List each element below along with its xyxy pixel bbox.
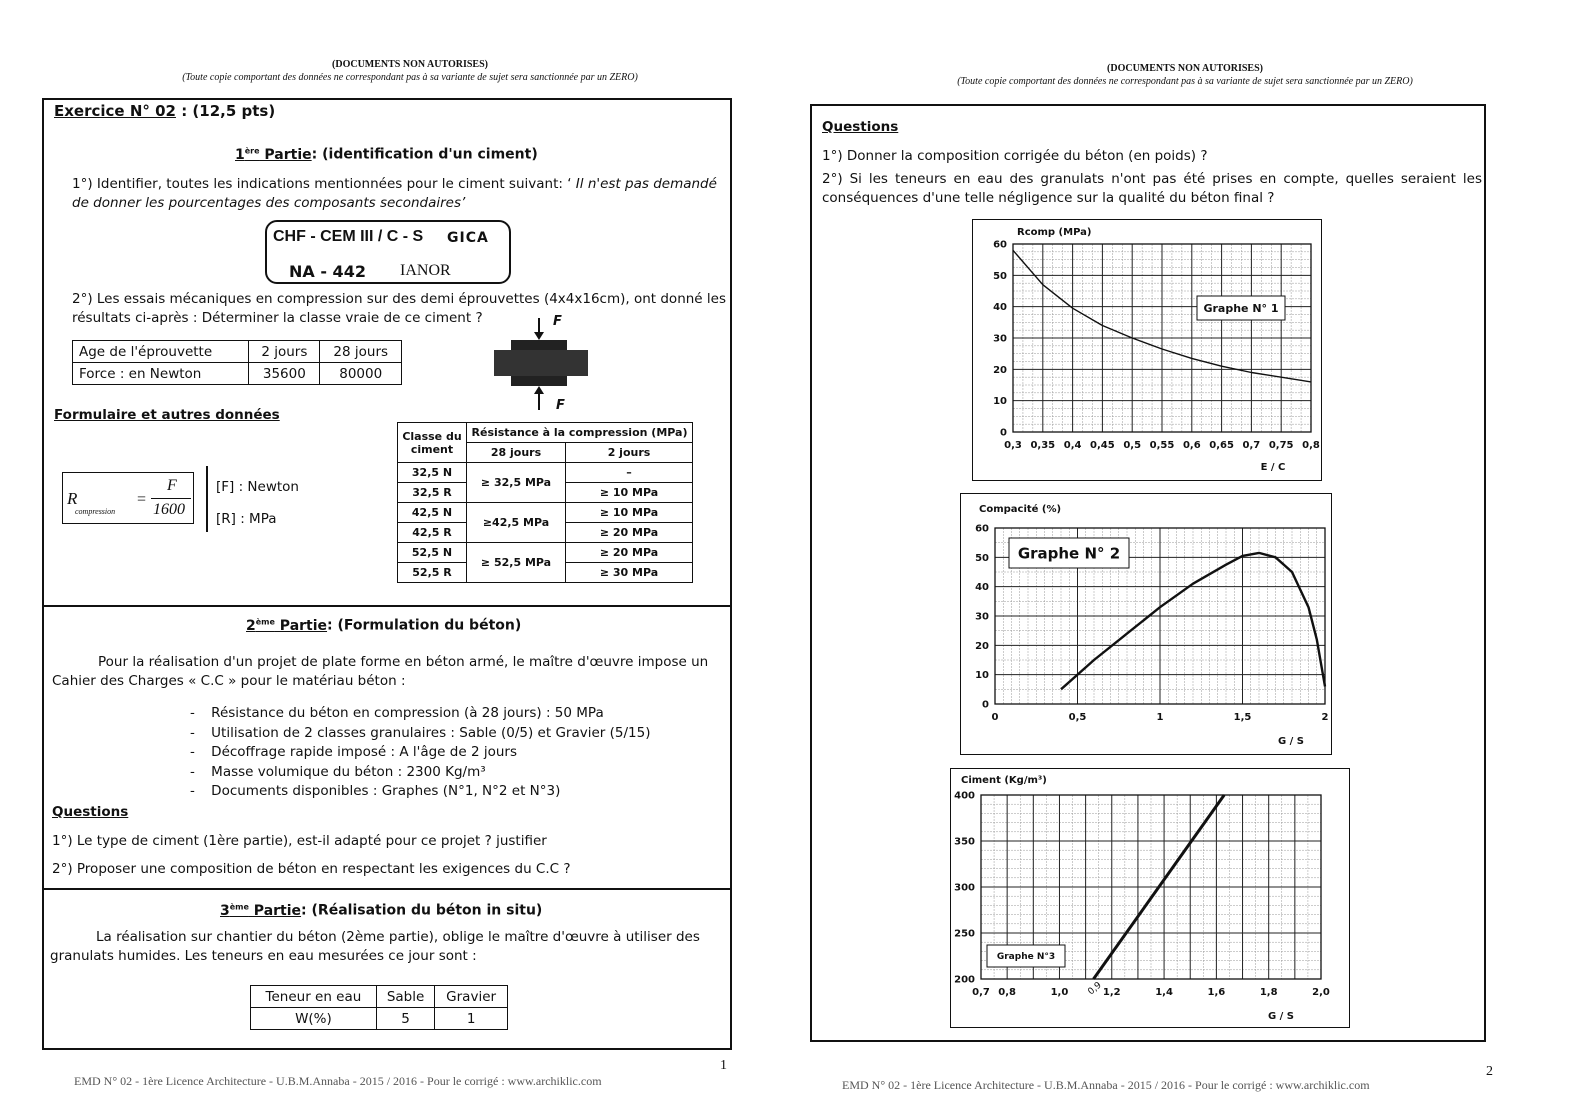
- force-arrowhead-bottom: [534, 386, 544, 394]
- r2-cell: ≥ 10 MPa: [566, 483, 693, 503]
- cc-requirement: - Masse volumique du béton : 2300 Kg/m³: [190, 763, 720, 783]
- page2-q1: 1°) Donner la composition corrigée du béton (en poids) ?: [822, 148, 1208, 164]
- page-1: [10, 0, 790, 1117]
- x-tick-label: 0,55: [1149, 440, 1175, 451]
- exercise-title-line: [54, 102, 275, 121]
- y-axis-label: Rcomp (MPa): [1017, 227, 1092, 238]
- r28-cell: ≥42,5 MPa: [467, 503, 566, 543]
- class-row: 52,5 N: [398, 543, 467, 563]
- water-content-table: [250, 985, 508, 1030]
- y-tick-label: 60: [975, 523, 989, 535]
- test-col1: 2 jours: [249, 341, 320, 363]
- part2-intro: Pour la réalisation d'un projet de plate forme en béton armé, le maître d'œuvre impose un Cahier des Charges « C.C » pour le matériau béton :: [52, 654, 709, 689]
- y-tick-label: 400: [954, 790, 975, 802]
- x-axis-label: E / C: [1260, 462, 1286, 473]
- x-tick-label: 2: [1321, 712, 1329, 723]
- cc-requirement: - Utilisation de 2 classes granulaires : Sable (0/5) et Gravier (5/15): [190, 724, 720, 744]
- graph-title: Graphe N° 2: [1017, 544, 1121, 563]
- part2-questions-title: Questions: [52, 804, 129, 820]
- formula-box: [62, 472, 194, 524]
- x-tick-label: 1: [1156, 712, 1164, 723]
- separator-part3: [42, 888, 732, 890]
- x-tick-label: 0: [991, 712, 999, 723]
- graph-2-svg: [961, 494, 1330, 753]
- header-line1: (DOCUMENTS NON AUTORISES): [332, 59, 488, 70]
- r28-cell: ≥ 32,5 MPa: [467, 463, 566, 503]
- exercise-points: : (12,5 pts): [175, 102, 276, 120]
- graph-3-svg: [951, 769, 1348, 1026]
- class-row: 42,5 R: [398, 523, 467, 543]
- specimen-bottom-plate: [511, 376, 567, 386]
- part2-q1: 1°) Le type de ciment (1ère partie), est-il adapté pour ce projet ? justifier: [52, 833, 547, 849]
- x-tick-label: 0,7: [1242, 440, 1261, 451]
- y-tick-label: 10: [993, 396, 1007, 408]
- specimen-diagram: [490, 312, 600, 417]
- test-val1: 35600: [249, 363, 320, 385]
- y-axis-label: Ciment (Kg/m³): [961, 775, 1047, 786]
- test-age-label: Age de l'éprouvette: [73, 341, 249, 363]
- header-line2: (Toute copie comportant des données ne correspondant pas à sa variante de sujet sera sanctionnée par un ZERO): [182, 72, 638, 83]
- x-tick-label: 1,2: [1102, 987, 1121, 998]
- separator-part2: [42, 605, 732, 607]
- class-header: Classe du ciment: [398, 423, 467, 463]
- handwritten-annotation: 0,9: [1086, 980, 1104, 998]
- water-row-label: W(%): [251, 1008, 377, 1030]
- x-tick-label: 0,8: [1302, 440, 1320, 451]
- water-header-label: Teneur en eau: [251, 986, 377, 1008]
- header-2-days: 2 jours: [566, 443, 693, 463]
- footer-2: EMD N° 02 - 1ère Licence Architecture - U.B.M.Annaba - 2015 / 2016 - Pour le corrigé : www.archiklic.com: [842, 1078, 1370, 1092]
- specimen-top-plate: [511, 340, 567, 350]
- y-tick-label: 50: [993, 270, 1007, 282]
- formula-unit-r: [R] : MPa: [216, 511, 277, 527]
- r2-cell: ≥ 10 MPa: [566, 503, 693, 523]
- force-arrowhead-top: [534, 332, 544, 340]
- specimen-body: [494, 350, 588, 376]
- part3-title: 3ème Partie: (Réalisation du béton in situ): [220, 902, 543, 919]
- class-row: 42,5 N: [398, 503, 467, 523]
- x-tick-label: 0,8: [998, 987, 1017, 998]
- class-row: 32,5 R: [398, 483, 467, 503]
- page-number-1: 1: [720, 1058, 727, 1073]
- x-tick-label: 0,5: [1123, 440, 1142, 451]
- cc-requirements-list: [190, 704, 720, 802]
- page-number-2: 2: [1486, 1064, 1493, 1079]
- part2-q2: 2°) Proposer une composition de béton en respectant les exigences du C.C ?: [52, 861, 571, 877]
- water-header-sable: Sable: [376, 986, 434, 1008]
- graph-1-svg: [973, 220, 1320, 479]
- x-tick-label: 0,35: [1030, 440, 1056, 451]
- x-tick-label: 1,6: [1207, 987, 1226, 998]
- y-tick-label: 50: [975, 552, 989, 564]
- r2-cell: –: [566, 463, 693, 483]
- cement-norm-logo: IANOR: [400, 262, 451, 279]
- y-tick-label: 350: [954, 836, 975, 848]
- y-tick-label: 30: [993, 333, 1007, 345]
- cement-designation-box: [265, 220, 511, 284]
- graph-3-frame: [950, 768, 1350, 1028]
- test-results-table: [72, 340, 402, 385]
- formula-divider: [206, 466, 208, 532]
- x-tick-label: 0,75: [1268, 440, 1294, 451]
- test-col2: 28 jours: [320, 341, 402, 363]
- x-tick-label: 1,4: [1155, 987, 1173, 998]
- r28-cell: ≥ 52,5 MPa: [467, 543, 566, 583]
- page2-q2: 2°) Si les teneurs en eau des granulats n'ont pas été prises en compte, quelles seraient les conséquences d'une telle négligence sur la qualité du béton final ?: [822, 171, 1482, 206]
- x-tick-label: 0,4: [1063, 440, 1082, 451]
- cc-requirement: - Décoffrage rapide imposé : A l'âge de 2 jours: [190, 743, 720, 763]
- part1-q2: 2°) Les essais mécaniques en compression sur des demi éprouvettes (4x4x16cm), ont donné les résultats ci-après : Déterminer la classe vraie de ce ciment ?: [72, 291, 726, 326]
- x-tick-label: 1,0: [1050, 987, 1069, 998]
- y-tick-label: 0: [982, 699, 989, 711]
- force-label-top: F: [553, 314, 562, 329]
- y-tick-label: 20: [975, 640, 989, 652]
- y-tick-label: 200: [954, 974, 975, 986]
- cement-norm-number: NA - 442: [289, 262, 366, 281]
- water-sable-value: 5: [376, 1008, 434, 1030]
- formula-lhs: R: [67, 489, 78, 508]
- part3-intro: La réalisation sur chantier du béton (2ème partie), oblige le maître d'œuvre à utiliser des granulats humides. Les teneurs en eau mesurées ce jour sont :: [50, 929, 700, 964]
- graph-1-frame: [972, 219, 1322, 481]
- cement-type: CHF - CEM III / C - S: [273, 228, 424, 245]
- cc-requirement: - Documents disponibles : Graphes (N°1, N°2 et N°3): [190, 782, 720, 802]
- part1-q1: 1°) Identifier, toutes les indications mentionnées pour le ciment suivant: ‘ Il n'est pas demandé de donner les pourcentages des composants secondaires’: [72, 176, 717, 211]
- x-tick-label: 0,65: [1209, 440, 1234, 451]
- y-tick-label: 0: [1000, 427, 1007, 439]
- formula-fraction-bar: [151, 498, 191, 499]
- y-tick-label: 40: [993, 302, 1007, 314]
- page2-questions-title: Questions: [822, 119, 899, 135]
- header-28-days: 28 jours: [467, 443, 566, 463]
- y-tick-label: 20: [993, 364, 1007, 376]
- cc-requirement: - Résistance du béton en compression (à 28 jours) : 50 MPa: [190, 704, 720, 724]
- r2-cell: ≥ 30 MPa: [566, 563, 693, 583]
- part1-title: 1ère Partie: (identification d'un ciment): [235, 146, 538, 163]
- graph-title: Graphe N°3: [996, 952, 1056, 963]
- force-label-bottom: F: [556, 398, 565, 413]
- y-tick-label: 60: [993, 239, 1007, 251]
- x-tick-label: 0,3: [1004, 440, 1022, 451]
- x-tick-label: 1,8: [1259, 987, 1278, 998]
- y-tick-label: 250: [954, 928, 975, 940]
- header-line1: (DOCUMENTS NON AUTORISES): [1107, 63, 1263, 74]
- y-tick-label: 10: [975, 670, 989, 682]
- page-header: [90, 58, 730, 84]
- x-tick-label: 1,5: [1233, 712, 1252, 723]
- y-tick-label: 40: [975, 582, 989, 594]
- formulary-title: Formulaire et autres données: [54, 407, 280, 423]
- x-axis-label: G / S: [1267, 1011, 1295, 1022]
- formula-eq: =: [137, 491, 147, 508]
- formula-lhs-sub: compression: [75, 507, 116, 516]
- r2-cell: ≥ 20 MPa: [566, 543, 693, 563]
- formula-numerator: F: [167, 477, 177, 494]
- y-axis-label: Compacité (%): [979, 504, 1062, 515]
- header-line2: (Toute copie comportant des données ne correspondant pas à sa variante de sujet sera sanctionnée par un ZERO): [957, 76, 1413, 87]
- formula-denominator: 1600: [153, 501, 185, 518]
- x-axis-label: G / S: [1277, 736, 1305, 747]
- x-tick-label: 2,0: [1312, 987, 1330, 998]
- formula-unit-f: [F] : Newton: [216, 479, 299, 495]
- x-tick-label: 0,6: [1182, 440, 1201, 451]
- x-tick-label: 0,7: [972, 987, 990, 998]
- footer-1: EMD N° 02 - 1ère Licence Architecture - U.B.M.Annaba - 2015 / 2016 - Pour le corrigé : www.archiklic.com: [74, 1074, 602, 1088]
- test-force-label: Force : en Newton: [73, 363, 249, 385]
- page-2: [790, 0, 1570, 1117]
- water-gravier-value: 1: [435, 1008, 508, 1030]
- r2-cell: ≥ 20 MPa: [566, 523, 693, 543]
- graph-2-frame: [960, 493, 1332, 755]
- part2-title: 2ème Partie: (Formulation du béton): [246, 617, 522, 634]
- y-tick-label: 30: [975, 611, 989, 623]
- water-header-gravier: Gravier: [435, 986, 508, 1008]
- cement-brand-logo: GICA: [447, 230, 489, 246]
- x-tick-label: 0,45: [1090, 440, 1115, 451]
- exercise-title: Exercice N° 02: [54, 102, 176, 120]
- class-row: 52,5 R: [398, 563, 467, 583]
- test-val2: 80000: [320, 363, 402, 385]
- page-header-2: [860, 62, 1510, 88]
- cement-class-table: [397, 422, 693, 583]
- y-tick-label: 300: [954, 882, 975, 894]
- graph-title: Graphe N° 1: [1203, 301, 1279, 315]
- class-row: 32,5 N: [398, 463, 467, 483]
- x-tick-label: 0,5: [1068, 712, 1087, 723]
- resistance-header: Résistance à la compression (MPa): [467, 423, 693, 443]
